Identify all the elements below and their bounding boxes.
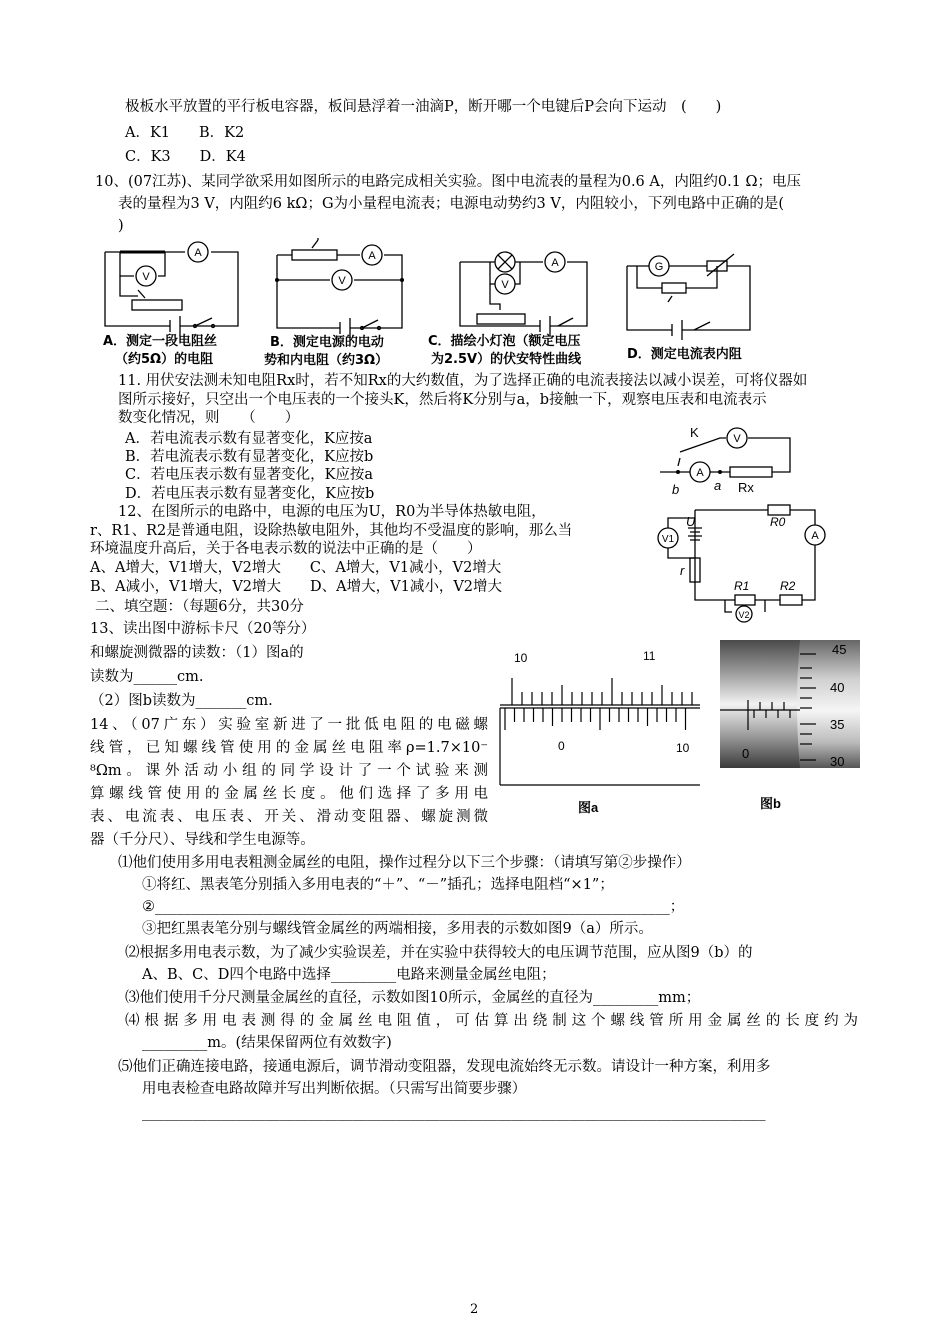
q10-line2: 表的量程为3 V，内阻约6 kΩ；G为小量程电流表；电源电动势约3 V，内阻较小，下列电路中正确的是( [118, 196, 784, 212]
switch-k-label: K [690, 425, 699, 440]
svg-text:V: V [501, 279, 509, 291]
q14-step5-answer-line[interactable]: ______________________________________________________________________________________ [142, 1105, 766, 1121]
point-b-label: b [672, 482, 680, 497]
q13-line2: 和螺旋测微器的读数：（1）图a的 [90, 645, 304, 661]
figure-a-caption: 图a [578, 800, 599, 815]
r0-label: R0 [770, 515, 786, 529]
circuit-a [100, 238, 250, 333]
internal-r-label: r [680, 563, 685, 578]
q14-line3: ⁸Ωm。课外活动小组的同学设计了一个试验来测 [90, 763, 488, 779]
r1-label: R1 [734, 579, 750, 593]
q12-options-ac: A、A增大，V1增大，V2增大 C、A增大，V1减小，V2增大 [90, 560, 502, 576]
q10-line3: ) [118, 218, 124, 234]
svg-text:V: V [733, 433, 741, 445]
q11-line3: 数变化情况，则 （ ） [118, 410, 300, 426]
q11-line2: 图所示接好，只空出一个电压表的一个接头K，然后将K分别与a，b接触一下，观察电压表和电流表示 [118, 392, 767, 408]
rx-label: Rx [738, 480, 754, 495]
q11-line1: 11. 用伏安法测未知电阻Rx时，若不知Rx的大约数值，为了选择正确的电流表接法以减小误差，可将仪器如 [118, 373, 808, 389]
q12-line2: r、R1、R2是普通电阻，设除热敏电阻外，其他均不受温度的影响，那么当 [90, 523, 573, 539]
galvanometer-label: G [654, 261, 664, 273]
svg-text:V: V [338, 275, 346, 287]
q11-circuit [660, 422, 810, 500]
q14-step2b[interactable]: A、B、C、D四个电路中选择_________电路来测量金属丝电阻； [142, 967, 556, 983]
cap-b-line1: B．测定电源的电动 [270, 335, 384, 350]
sleeve-0: 0 [742, 746, 750, 761]
cap-a-line1: A．测定一段电阻丝 [103, 334, 218, 349]
q11-option-c: C．若电压表示数有显著变化，K应按a [125, 467, 374, 483]
vernier-caliper-figure [500, 640, 710, 820]
cap-b-line2: 势和内电阻（约3Ω） [264, 353, 389, 368]
q12-line1: 12、在图所示的电路中，电源的电压为U，R0为半导体热敏电阻， [118, 504, 546, 520]
cap-a-line2: （约5Ω）的电阻 [115, 352, 214, 367]
svg-text:A: A [811, 530, 819, 542]
q13-line1: 13、读出图中游标卡尺（20等分） [90, 621, 316, 637]
q14-step4b[interactable]: _________m。(结果保留两位有效数字) [142, 1035, 392, 1051]
q14-line4: 算螺线管使用的金属丝长度。他们选择了多用电 [90, 786, 488, 802]
q9-options-ab: A．K1 B．K2 [125, 125, 245, 141]
q11-option-a: A．若电流表示数有显著变化，K应按a [125, 431, 373, 447]
micrometer-thimble [797, 640, 860, 768]
micrometer-figure [720, 640, 860, 820]
thimble-30: 30 [830, 754, 845, 769]
q12-circuit [650, 500, 830, 622]
q9-stem: 极板水平放置的平行板电容器，板间悬浮着一油滴P，断开哪一个电键后P会向下运动 ( ) [125, 99, 722, 115]
svg-text:A: A [368, 250, 376, 262]
q14-step5b: 用电表检查电路故障并写出判断依据。（只需写出简要步骤） [142, 1081, 527, 1097]
q14-step1c: ③把红黑表笔分别与螺线管金属丝的两端相接，多用表的示数如图9（a）所示。 [142, 921, 653, 937]
q12-options-bd: B、A减小，V1增大，V2增大 D、A增大，V1减小，V2增大 [90, 579, 503, 595]
voltmeter-label: V [142, 271, 150, 283]
figure-b-caption: 图b [760, 796, 781, 811]
point-a-label: a [714, 478, 722, 493]
q14-line6: 器（千分尺）、导线和学生电源等。 [90, 832, 315, 848]
r2-label: R2 [780, 579, 796, 593]
q14-step2a: ⑵根据多用电表示数，为了减少实验误差，并在实验中获得较大的电压调节范围，应从图9（b）的 [125, 945, 753, 961]
q14-line5: 表、电流表、电压表、开关、滑动变阻器、螺旋测微 [90, 809, 488, 825]
svg-text:A: A [551, 257, 559, 269]
circuit-b [272, 240, 412, 335]
thimble-35: 35 [830, 717, 845, 732]
circuit-c [455, 248, 595, 338]
q14-step3[interactable]: ⑶他们使用千分尺测量金属丝的直径，示数如图10所示，金属丝的直径为_________mm； [125, 990, 701, 1006]
v1-label: V1 [661, 534, 675, 545]
page-number: 2 [470, 1302, 479, 1317]
vernier-scale-0: 0 [558, 739, 565, 753]
q13-line4: （2）图b读数为_______cm. [90, 693, 273, 709]
thimble-40: 40 [830, 680, 845, 695]
main-scale-10: 10 [514, 651, 528, 665]
cap-c-line2: 为2.5V）的伏安特性曲线 [431, 352, 582, 367]
cap-c-line1: C．描绘小灯泡（额定电压 [428, 334, 581, 349]
q10-line1: 10、(07江苏)、某同学欲采用如图所示的电路完成相关实验。图中电流表的量程为0.6 A，内阻约0.1 Ω；电压 [95, 174, 802, 190]
main-scale-11: 11 [643, 649, 656, 663]
circuit-d [622, 252, 757, 342]
thimble-45: 45 [832, 642, 847, 657]
q14-step1a: ①将红、黑表笔分别插入多用电表的“＋”、“－”插孔；选择电阻档“×1”； [142, 877, 614, 893]
q14-step1: ⑴他们使用多用电表粗测金属丝的电阻，操作过程分以下三个步骤：（请填写第②步操作） [118, 855, 691, 871]
q14-step5a: ⑸他们正确连接电路，接通电源后，调节滑动变阻器，发现电流始终无示数。请设计一种方案，利用多 [118, 1059, 771, 1075]
ammeter-label: A [194, 247, 202, 259]
q9-options-cd: C．K3 D．K4 [125, 149, 246, 165]
q13-line3: 读数为______cm. [90, 669, 204, 685]
q11-option-d: D．若电压表示数有显著变化，K应按b [125, 486, 375, 502]
q14-step1b-blank[interactable]: ②_______________________________________________________________________； [142, 899, 685, 915]
source-u-label: U [686, 514, 696, 529]
q14-line2: 线管，已知螺线管使用的金属丝电阻率ρ=1.7×10⁻ [90, 740, 488, 756]
q12-line3: 环境温度升高后，关于各电表示数的说法中正确的是（ ） [90, 541, 482, 557]
q14-step4a: ⑷根据多用电表测得的金属丝电阻值，可估算出绕制这个螺线管所用金属丝的长度约为 [125, 1013, 858, 1029]
svg-text:A: A [696, 467, 704, 479]
v2-label: V2 [738, 610, 750, 620]
vernier-scale-10: 10 [676, 741, 690, 755]
cap-d-line1: D．测定电流表内阻 [627, 347, 742, 362]
q11-option-b: B．若电流表示数有显著变化，K应按b [125, 449, 374, 465]
section-2-heading: 二、填空题：（每题6分，共30分 [95, 599, 304, 615]
q14-line1: 14、（07广东）实验室新进了一批低电阻的电磁螺 [90, 717, 488, 733]
